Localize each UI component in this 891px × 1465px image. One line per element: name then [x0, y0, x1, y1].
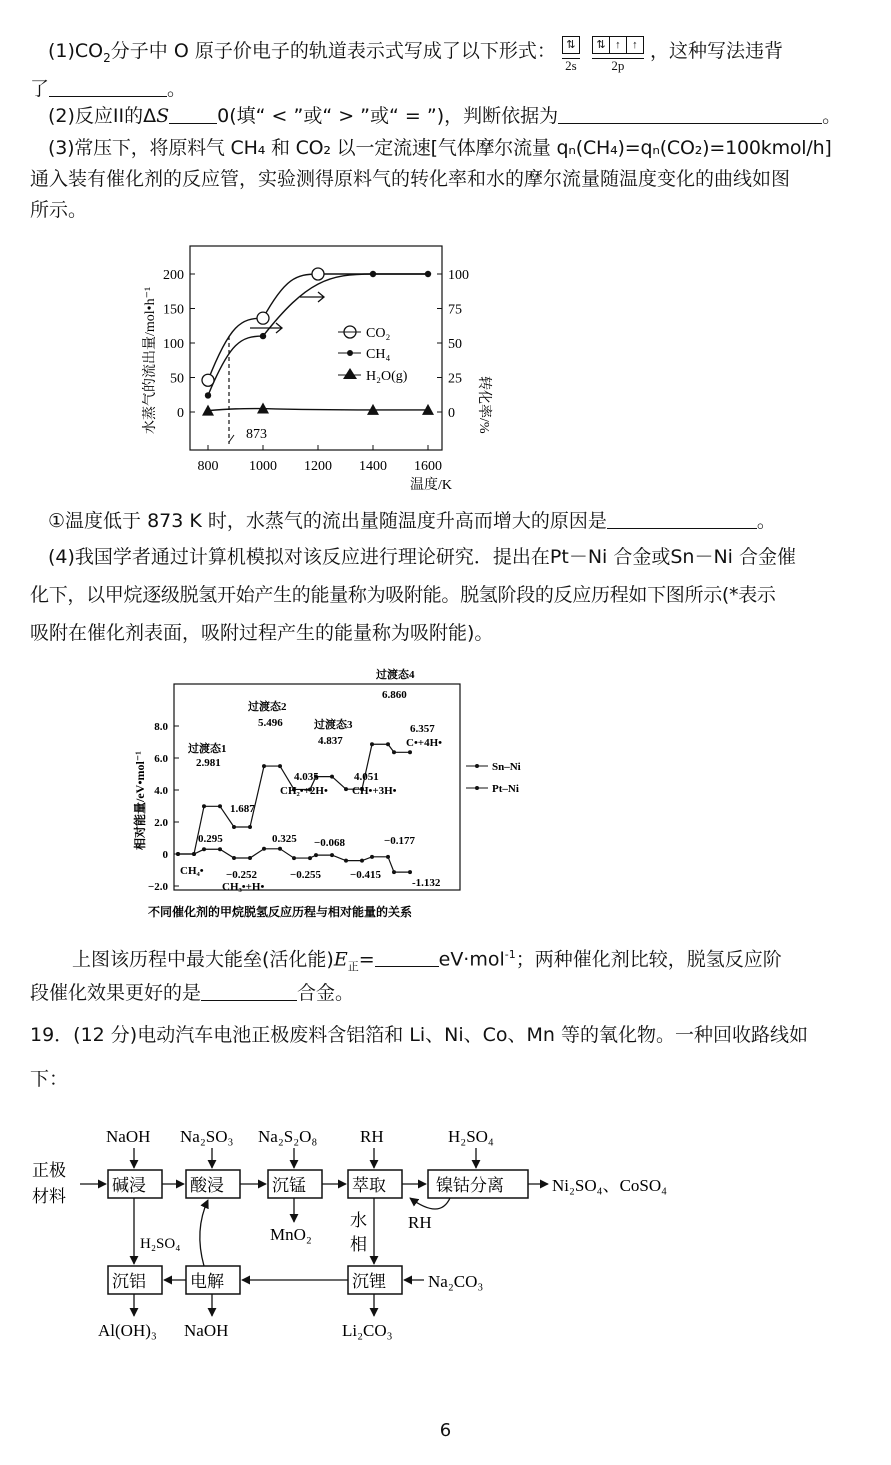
- y-left-tick-label: 50: [170, 371, 184, 387]
- q4-ans-line1: 上图该历程中最大能垒(活化能)$E_正= eV\cdot mol^{-1}$；两种催化剂比较，脱氢反应阶: [72, 948, 782, 974]
- y-tick-label: 0: [162, 849, 168, 861]
- label-ts2: 过渡态2: [248, 701, 287, 713]
- y-tick-label: −2.0: [147, 881, 168, 893]
- point-1: [232, 856, 236, 860]
- y-right-tick-label: 25: [448, 371, 462, 387]
- chart2-ylabel: 相对能量/eV•mol⁻¹: [133, 751, 147, 850]
- reagent-na2so3: Na₂SO₃: [180, 1127, 234, 1146]
- label-ts3: 过渡态3: [314, 719, 353, 731]
- y-right-tick-label: 75: [448, 302, 462, 318]
- label-ts4: 过渡态4: [376, 669, 415, 681]
- point-1: [202, 847, 206, 851]
- label-v4837: 4.837: [318, 735, 343, 747]
- point-ch4: [260, 333, 266, 339]
- point-ch4: [370, 271, 376, 277]
- label-v0295: 0.295: [198, 833, 223, 845]
- legend-sn-ni: Sn–Ni: [492, 761, 521, 773]
- product-mno2: MnO₂: [270, 1225, 312, 1244]
- point-0: [262, 764, 266, 768]
- q19-line2: 下：: [30, 1068, 69, 1090]
- point-1: [192, 852, 196, 856]
- point-1: [278, 847, 282, 851]
- label-v2981: 2.981: [196, 757, 221, 769]
- point-0: [392, 750, 396, 754]
- step-acid-leach: 酸浸: [190, 1176, 224, 1195]
- label-v6860: 6.860: [382, 689, 407, 701]
- label-v0325: 0.325: [272, 833, 297, 845]
- product-ni-co: Ni₂SO₄、CoSO₄: [552, 1176, 668, 1195]
- water-phase-2: 相: [350, 1235, 367, 1254]
- raw-material-1: 正极: [32, 1161, 66, 1180]
- reagent-rh: RH: [360, 1127, 384, 1146]
- chart1-xlabel: 温度/K: [410, 478, 452, 493]
- reagent-naoh: NaOH: [106, 1127, 151, 1146]
- chart1-annotation: 873: [246, 427, 267, 442]
- answer-blank[interactable]: [558, 105, 822, 124]
- y-left-tick-label: 200: [163, 268, 184, 283]
- conversion-chart: [138, 236, 491, 498]
- point-1: [292, 856, 296, 860]
- label-vm0415: −0.415: [350, 869, 382, 881]
- reagent-na2s2o8: Na₂S₂O₈: [258, 1127, 318, 1146]
- label-ch: CH•+3H•: [352, 785, 397, 797]
- chart2-caption: 不同催化剂的甲烷脱氢反应历程与相对能量的关系: [148, 905, 413, 919]
- label-ch4: CH₄•: [180, 865, 204, 877]
- point-1: [370, 855, 374, 859]
- point-1: [386, 855, 390, 859]
- energy-profile-chart: [128, 666, 548, 926]
- point-1: [314, 853, 318, 857]
- y-tick-label: 8.0: [154, 721, 168, 733]
- q4-ans-line2: 段催化效果更好的是 合金。: [30, 982, 355, 1004]
- label-vm0252: −0.252: [226, 869, 258, 881]
- chart1-ylabel-right: 转化率/%: [476, 376, 491, 434]
- point-1: [176, 852, 180, 856]
- point-1: [392, 870, 396, 874]
- y-right-tick-label: 0: [448, 406, 455, 421]
- legend-h2o: H₂O(g): [366, 369, 408, 384]
- orbital-2p: ⇅ ↑ ↑ 2p: [592, 30, 644, 73]
- label-v1687: 1.687: [230, 803, 255, 815]
- label-vm1132: -1.132: [412, 877, 441, 889]
- y-left-tick-label: 100: [163, 337, 184, 352]
- label-v6357: 6.357: [410, 723, 435, 735]
- series-line-2: [208, 409, 428, 411]
- q19-line1: 19．(12 分)电动汽车电池正极废料含铝箔和 Li、Ni、Co、Mn 等的氧化物。一种回收路线如: [30, 1024, 808, 1046]
- label-vm0177: −0.177: [384, 835, 416, 847]
- point-0: [218, 804, 222, 808]
- series-line-0: [208, 274, 428, 380]
- point-1: [344, 859, 348, 863]
- point-co2: [312, 268, 324, 280]
- label-v4051: 4.051: [354, 771, 379, 783]
- label-ts1: 过渡态1: [188, 743, 227, 755]
- point-0: [232, 825, 236, 829]
- point-1: [308, 856, 312, 860]
- q1-line1: $(1)CO_2$分子中 O 原子价电子的轨道表示式写成了以下形式： ⇅ 2s ⇅ ↑ ↑ 2p ，这种写法违背: [48, 30, 783, 73]
- chart1-ylabel-left: 水蒸气的流出量/mol•h⁻¹: [143, 286, 158, 434]
- step-li-precip: 沉锂: [352, 1272, 386, 1291]
- y-left-tick-label: 0: [177, 406, 184, 421]
- answer-blank[interactable]: [201, 982, 297, 1001]
- x-tick-label: 1400: [359, 459, 387, 474]
- step-alkali-leach: 碱浸: [112, 1176, 146, 1195]
- point-1: [262, 847, 266, 851]
- point-ch4: [425, 271, 431, 277]
- point-1: [248, 856, 252, 860]
- answer-blank[interactable]: [375, 948, 439, 967]
- q3-line2: 通入装有催化剂的反应管，实验测得原料气的转化率和水的摩尔流量随温度变化的曲线如图: [30, 168, 791, 190]
- y-tick-label: 2.0: [154, 817, 168, 829]
- y-right-tick-label: 100: [448, 268, 469, 283]
- step-extract: 萃取: [352, 1176, 386, 1195]
- point-1: [360, 859, 364, 863]
- water-phase-1: 水: [350, 1211, 367, 1230]
- product-li2co3: Li₂CO₃: [342, 1321, 393, 1340]
- q3-1-line: ①温度低于 873 K 时，水蒸气的流出量随温度升高而增大的原因是 。: [48, 510, 776, 532]
- step-mn-precip: 沉锰: [272, 1176, 306, 1195]
- label-v4035: 4.035: [294, 771, 319, 783]
- orbital-2s: ⇅ 2s: [562, 30, 580, 73]
- q1-line2: 了 。: [30, 78, 187, 100]
- point-1: [330, 853, 334, 857]
- point-ch4: [205, 392, 211, 398]
- x-tick-label: 1200: [304, 459, 332, 474]
- y-right-tick-label: 50: [448, 337, 462, 352]
- point-co2: [202, 374, 214, 386]
- x-tick-label: 1600: [414, 459, 442, 474]
- q4-line2: 化下，以甲烷逐级脱氢开始产生的能量称为吸附能。脱氢阶段的反应历程如下图所示(*表示: [30, 584, 776, 606]
- point-0: [278, 764, 282, 768]
- legend-ch4: CH₄: [366, 347, 391, 362]
- point-0: [248, 825, 252, 829]
- process-flowchart: [20, 1110, 720, 1360]
- q4-line1: (4)我国学者通过计算机模拟对该反应进行理论研究．提出在Pt－Ni 合金或Sn－Ni 合金催: [48, 546, 796, 568]
- point-co2: [257, 312, 269, 324]
- point-1: [408, 870, 412, 874]
- q4-line3: 吸附在催化剂表面，吸附过程产生的能量称为吸附能)。: [30, 622, 494, 644]
- answer-blank[interactable]: [49, 78, 167, 97]
- label-vm0068: −0.068: [314, 837, 346, 849]
- x-tick-label: 1000: [249, 459, 277, 474]
- legend-pt-ni: Pt–Ni: [492, 783, 519, 795]
- recycle-rh: RH: [408, 1213, 432, 1232]
- label-ch2: CH₂•+2H•: [280, 785, 328, 797]
- y-tick-label: 6.0: [154, 753, 168, 765]
- q3-line1: (3)常压下，将原料气 CH₄ 和 CO₂ 以一定流速[气体摩尔流量 qₙ(CH₄)=qₙ(CO₂)=100kmol/h]: [48, 137, 832, 159]
- reagent-h2so4: H₂SO₄: [448, 1127, 494, 1146]
- point-0: [370, 742, 374, 746]
- product-aloh3: Al(OH)₃: [98, 1321, 157, 1340]
- q3-line3: 所示。: [30, 199, 88, 221]
- point-0: [344, 787, 348, 791]
- product-naoh: NaOH: [184, 1321, 229, 1340]
- y-tick-label: 4.0: [154, 785, 168, 797]
- label-c: C•+4H•: [406, 737, 442, 749]
- point-0: [330, 775, 334, 779]
- y-left-tick-label: 150: [163, 302, 184, 318]
- label-ch3: CH₃•+H•: [222, 881, 265, 893]
- point-0: [202, 804, 206, 808]
- raw-material-2: 材料: [32, 1187, 66, 1206]
- x-tick-label: 800: [197, 459, 219, 474]
- legend-co2: CO₂: [366, 326, 391, 341]
- q2-line: (2)反应II的ΔS 0(填“ < ”或“ > ”或“ = ”)，判断依据为 。: [48, 105, 842, 127]
- step-al-precip: 沉铝: [112, 1272, 146, 1291]
- point-0: [408, 750, 412, 754]
- step-ni-co-sep: 镍钴分离: [436, 1176, 504, 1195]
- page-number: 6: [439, 1420, 452, 1441]
- step-electrolysis: 电解: [190, 1272, 224, 1291]
- answer-blank[interactable]: [169, 105, 217, 124]
- label-vm0255: −0.255: [290, 869, 322, 881]
- label-v5496: 5.496: [258, 717, 283, 729]
- answer-blank[interactable]: [607, 510, 757, 529]
- h2so4-back: H₂SO₄: [140, 1236, 181, 1252]
- point-1: [218, 847, 222, 851]
- reagent-na2co3: Na₂CO₃: [428, 1272, 484, 1291]
- point-0: [386, 742, 390, 746]
